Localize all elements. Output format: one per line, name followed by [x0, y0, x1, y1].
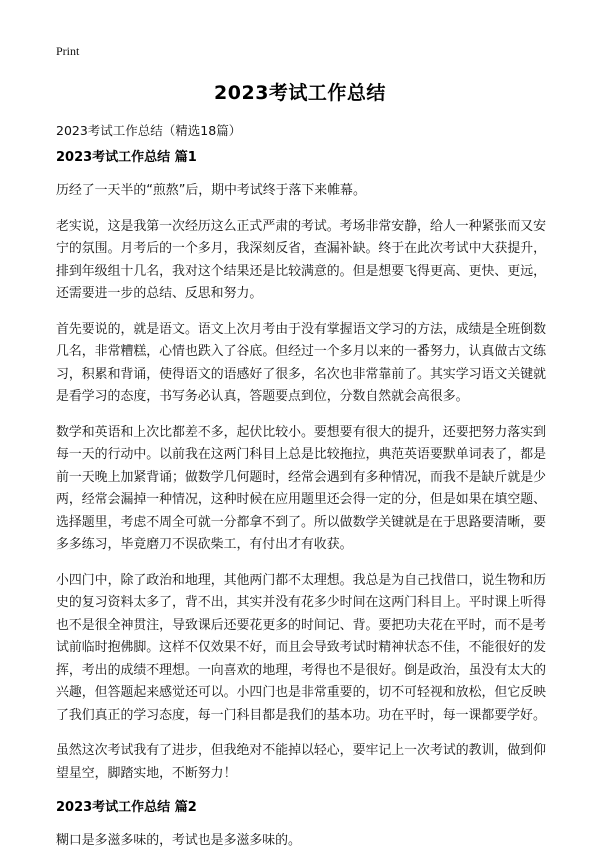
paragraph: 老实说，这是我第一次经历这么正式严肃的考试。考场非常安静，给人一种紧张而又安宁的氛围。月考后的一个多月，我深刻反省，查漏补缺。终于在此次考试中大获提升，排到年级组十几名，我对这个结果还是比较满意的。但是想要飞得更高、更快、更远，还需要进一步的总结、反思和努力。	[56, 218, 546, 301]
page-title: 2023考试工作总结	[214, 82, 386, 104]
paragraph: 小四门中，除了政治和地理，其他两门都不太理想。我总是为自己找借口，说生物和历史的复习资料太多了，背不出，其实并没有花多少时间在这两门科目上。平时课上听得也不是很全神贯注，导致课后还要花更多的时间记、背。要把功夫花在平时，而不是考试前临时抱佛脚。这样不仅效果不好，而且会导致考试时精神状态不佳，不能很好的发挥，考出的成绩不理想。一向喜欢的地理，考得也不是很好。倒是政治，虽没有太大的兴趣，但答题起来感觉还可以。小四门也是非常重要的，切不可轻视和放松，但它反映了我们真正的学习态度，每一门科目都是我们的基本功。功在平时，每一课都要学好。	[56, 572, 546, 723]
section-heading: 2023考试工作总结 篇1	[56, 150, 197, 165]
document-body	[56, 148, 546, 866]
paragraph: 首先要说的，就是语文。语文上次月考由于没有掌握语文学习的方法，成绩是全班倒数几名，非常糟糕，心情也跌入了谷底。但经过一个多月以来的一番努力，认真做古文练习，积累和背诵，使得语文的语感好了很多，名次也非常靠前了。其实学习语文关键就是看学习的态度，书写务必认真，答题要点到位，分数自然就会高很多。	[56, 321, 546, 404]
paragraph: 数学和英语和上次比都差不多，起伏比较小。要想要有很大的提升，还要把努力落实到每一天的行动中。以前我在这两门科目上总是比较拖拉，典范英语要默单词表了，都是前一天晚上加紧背诵；做数学几何题时，经常会遇到有多种情况，而我不是缺斤就是少两，经常会漏掉一种情况，这种时候在应用题里还会得一定的分，但是如果在填空题、选择题里，考虑不周全可就一分都拿不到了。所以做数学关键就是在于思路要清晰，要多多练习，毕竟磨刀不误砍柴工，有付出才有收获。	[56, 424, 546, 552]
paragraph: 虽然这次考试我有了进步，但我绝对不能掉以轻心，要牢记上一次考试的教训，做到仰望星空，脚踏实地，不断努力！	[56, 743, 546, 781]
paragraph: 历经了一天半的“煎熬”后，期中考试终于落下来帷幕。	[56, 183, 366, 198]
section-heading: 2023考试工作总结 篇2	[56, 800, 197, 815]
print-label: Print	[56, 44, 80, 58]
section-1	[56, 148, 546, 785]
paragraph: 糊口是多滋多味的，考试也是多滋多味的。	[56, 833, 301, 848]
section-2	[56, 798, 546, 853]
document-subtitle: 2023考试工作总结（精选18篇）	[56, 123, 242, 138]
